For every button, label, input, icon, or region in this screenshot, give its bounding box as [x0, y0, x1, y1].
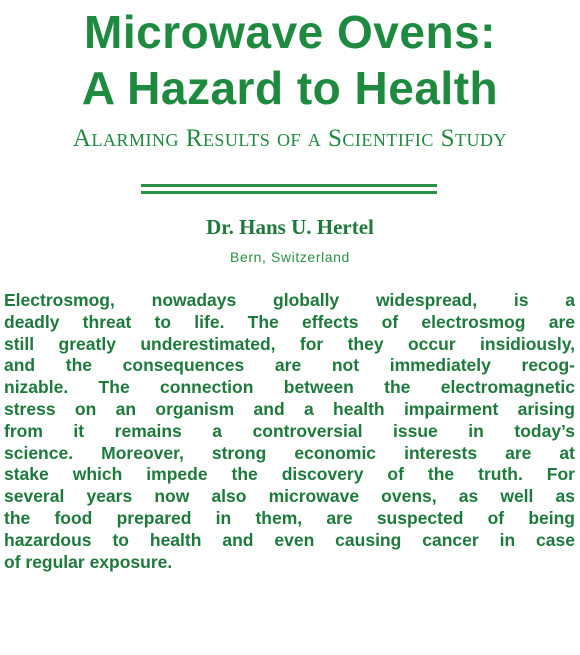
body-line: of regular exposure. [4, 551, 173, 572]
body-line: stress on an organism and a health impairment arising [4, 398, 575, 419]
author-name: Dr. Hans U. Hertel [206, 215, 374, 239]
body-line: and the consequences are not immediately recog- [4, 355, 575, 376]
article-body [0, 290, 580, 573]
body-line: still greatly underestimated, for they occur insidiously, [4, 333, 575, 354]
body-line: several years now also microwave ovens, as well as [4, 486, 575, 507]
body-line: deadly threat to life. The effects of electrosmog are [4, 311, 575, 332]
body-line: science. Moreover, strong economic interests are at [4, 442, 575, 463]
body-line: Electrosmog, nowadays globally widespread, is a [4, 290, 575, 310]
title-divider-top [141, 184, 437, 187]
author-location: Bern, Switzerland [230, 249, 350, 265]
title-divider-bottom [141, 191, 437, 194]
body-line: from it remains a controversial issue in today’s [4, 420, 575, 441]
body-line: stake which impede the discovery of the truth. For [4, 464, 575, 485]
article-title-line-2: A Hazard to Health [81, 62, 499, 114]
body-line: hazardous to health and even causing cancer in case [4, 529, 575, 550]
article-subtitle: Alarming Results of a Scientific Study [72, 125, 508, 152]
body-line: the food prepared in them, are suspected of being [4, 507, 575, 528]
article-title-line-1: Microwave Ovens: [84, 6, 496, 58]
body-line: nizable. The connection between the electromagnetic [4, 377, 575, 398]
